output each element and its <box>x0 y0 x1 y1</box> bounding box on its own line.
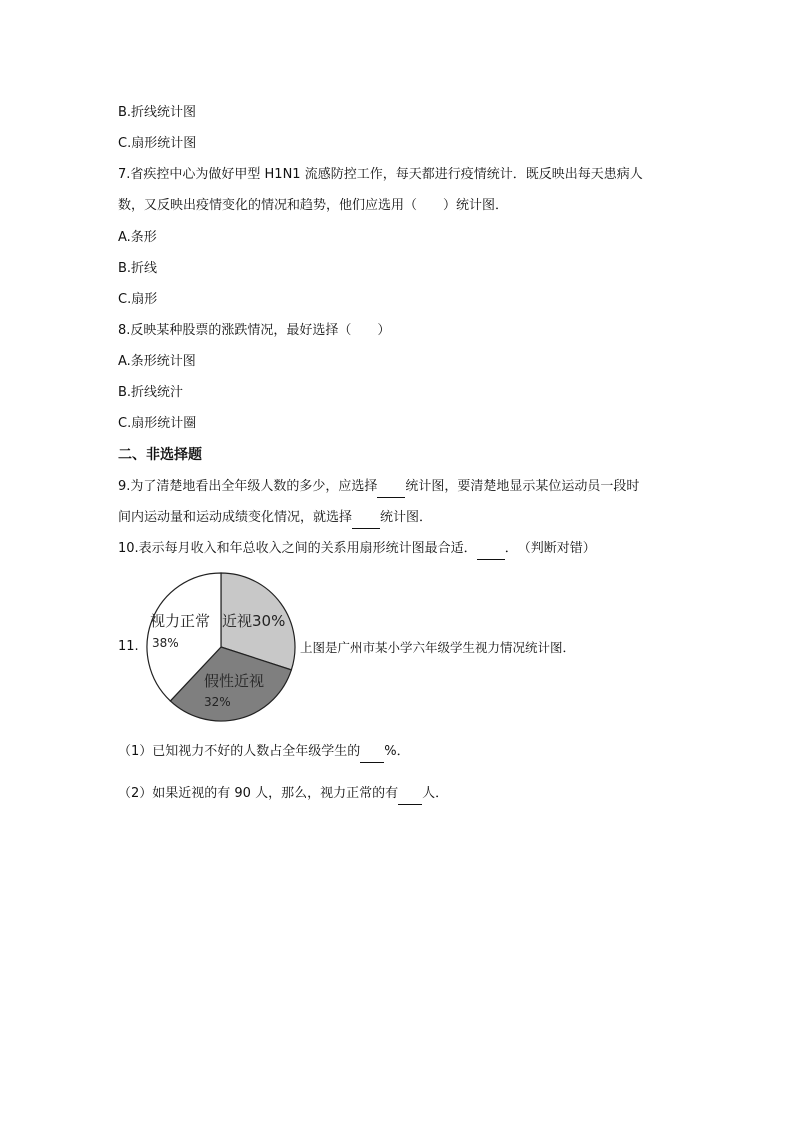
q9-line2 <box>118 508 432 529</box>
q11-sub1-text-b: %． <box>384 744 410 759</box>
q7-option-b: B.折线 <box>118 261 158 276</box>
q10-text-b: ． （判断对错） <box>504 541 596 556</box>
q11-sub1-blank[interactable] <box>360 742 384 763</box>
q11-sub2-text-b: 人． <box>422 786 449 801</box>
q11-sub2 <box>118 784 448 805</box>
q8-stem: 8.反映某种股票的涨跌情况，最好选择（ ） <box>118 323 391 338</box>
q10-text-a: 10.表示每月收入和年总收入之间的关系用扇形统计图最合适． <box>118 541 477 556</box>
vision-pie-chart <box>144 568 298 726</box>
q10-blank[interactable] <box>477 539 505 560</box>
q9-text-d: 统计图． <box>380 510 433 525</box>
q11-sub1 <box>118 742 410 763</box>
q9-line1 <box>118 477 639 498</box>
q8-option-a: A.条形统计图 <box>118 354 196 369</box>
q11-caption: 上图是广州市某小学六年级学生视力情况统计图． <box>300 640 576 655</box>
q9-text-a: 9.为了清楚地看出全年级人数的多少，应选择 <box>118 479 378 494</box>
q11-sub2-blank[interactable] <box>398 784 422 805</box>
q9-text-c: 间内运动量和运动成绩变化情况，就选择 <box>118 510 353 525</box>
q9-blank-1[interactable] <box>377 477 405 498</box>
q8-option-c: C.扇形统计圈 <box>118 416 197 431</box>
pie-label-myopia: 近视30% <box>222 612 286 630</box>
q7-stem-line1: 7.省疾控中心为做好甲型 H1N1 流感防控工作，每天都进行疫情统计．既反映出每天患病人 <box>118 167 643 182</box>
pie-label-normal: 视力正常 <box>150 612 211 630</box>
q6-option-b: B.折线统计图 <box>118 105 197 120</box>
q7-option-a: A.条形 <box>118 230 157 245</box>
q9-blank-2[interactable] <box>352 508 380 529</box>
q10-line <box>118 539 596 560</box>
q7-option-c: C.扇形 <box>118 292 158 307</box>
q6-option-c: C.扇形统计图 <box>118 136 197 151</box>
section-heading: 二、非选择题 <box>118 447 202 463</box>
pie-value-normal: 38% <box>152 636 179 650</box>
q9-text-b: 统计图，要清楚地显示某位运动员一段时 <box>405 479 640 494</box>
pie-value-pseudo-myopia: 32% <box>204 695 231 709</box>
pie-label-pseudo-myopia: 假性近视 <box>204 672 265 690</box>
q11-sub1-text-a: （1）已知视力不好的人数占全年级学生的 <box>118 744 361 759</box>
q11-number: 11. <box>118 639 139 654</box>
q11-sub2-text-a: （2）如果近视的有 90 人，那么，视力正常的有 <box>118 786 399 801</box>
q8-option-b: B.折线统汁 <box>118 385 184 400</box>
q7-stem-line2: 数，又反映出疫情变化的情况和趋势，他们应选用（ ）统计图． <box>118 198 509 213</box>
